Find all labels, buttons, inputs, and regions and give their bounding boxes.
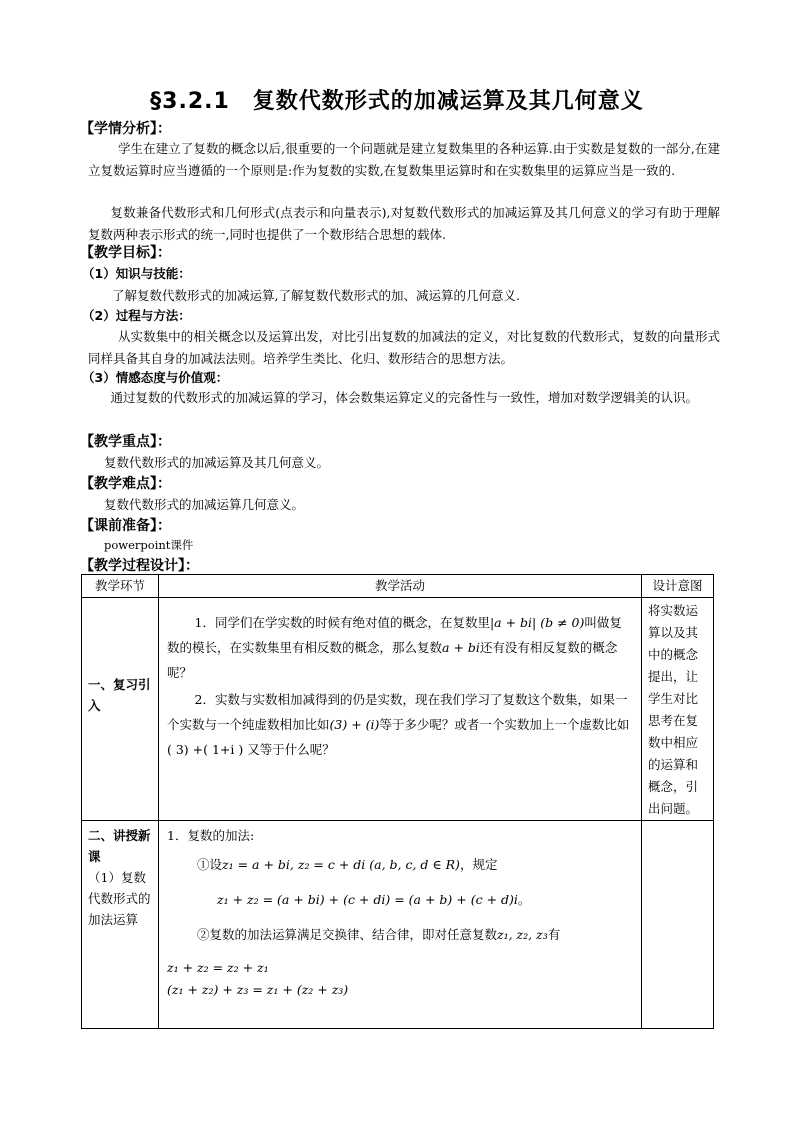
complex-formula: a + bi (442, 640, 480, 655)
column-header-intent: 设计意图 (642, 575, 714, 598)
preparation-text: powerpoint课件 (104, 538, 194, 552)
addition-item-title: 1．复数的加法: (167, 828, 255, 843)
review-intent-text: 将实数运算以及其中的概念提出，让学生对比思考在复数中相应的运算和概念，引出问题。 (648, 603, 699, 816)
preparation-heading: 【课前准备】： (80, 518, 171, 534)
method-text: 从实数集中的相关概念以及运算出发，对比引出复数的加减法的定义，对比复数的代数形式，复数的向量形式同样具备其自身的加减法法则。培养学生类比、化归、数形结合的思想方法。 (88, 329, 720, 366)
laws-suffix: 有 (547, 927, 561, 942)
analysis-paragraph-1: 学生在建立了复数的概念以后,很重要的一个问题就是建立复数集里的各种运算.由于实数是复数的一部分,在建立复数运算时应当遵循的一个原则是:作为复数的实数,在复数集里运算时和在实数集里的运算应当是一致的. (88, 141, 720, 178)
difficulty-heading: 【教学难点】： (80, 476, 171, 492)
laws-variables: z₁, z₂, z₃ (497, 927, 548, 942)
knowledge-text: 了解复数代数形式的加减运算,了解复数代数形式的加、减运算的几何意义. (112, 288, 520, 303)
review-activity-cell (159, 598, 642, 821)
key-point-heading: 【教学重点】： (80, 434, 171, 450)
question-1 (167, 610, 633, 685)
analysis-heading: 【学情分析】： (80, 121, 171, 137)
associative-law (167, 979, 633, 1001)
sum-example-formula: (3) + (i) (329, 717, 380, 732)
addition-formula: z₁ + z₂ = (a + bi) + (c + di) = (a + b) + (c + d)i (217, 892, 518, 907)
table-header-row (82, 575, 714, 598)
definition-prefix: ①设 (197, 857, 223, 872)
objectives-heading: 【教学目标】： (80, 245, 171, 261)
addition-suffix: 。 (517, 892, 531, 907)
question-1-text-a: 1．同学们在学实数的时候有绝对值的概念，在复数里 (194, 615, 490, 630)
question-2-text-a: 2．实数与实数相加减得到的仍是实数，现在我们学习了复数这个数集，如果一个实数与一个纯虚数相加比如 (167, 692, 628, 732)
question-1-text-b: 叫做复数的模长，在实数集里有相反数的概念，那么复数 (167, 615, 622, 655)
teaching-process-table (81, 574, 714, 1029)
method-heading: （2）过程与方法： (82, 308, 191, 323)
emotion-text: 通过复数的代数形式的加减运算的学习，体会数集运算定义的完备性与一致性，增加对数学逻辑美的认识。 (110, 390, 699, 405)
stage-new-lesson-sub: （1）复数代数形式的加法运算 (88, 870, 151, 927)
addition-laws (167, 922, 633, 947)
stage-new-lesson: 二、讲授新课 (88, 828, 151, 864)
modulus-formula: |a + bi| (b ≠ 0) (489, 615, 585, 630)
knowledge-heading: （1）知识与技能： (82, 266, 191, 281)
analysis-paragraph-2: 复数兼备代数形式和几何形式(点表示和向量表示),对复数代数形式的加减运算及其几何意义的学习有助于理解复数两种表示形式的统一,同时也提供了一个数形结合思想的载体. (88, 205, 720, 242)
table-row-new-lesson (82, 821, 714, 1029)
page-title: §3.2.1 复数代数形式的加减运算及其几何意义 (150, 89, 644, 114)
process-heading: 【教学过程设计】： (80, 558, 199, 574)
commutative-law (167, 957, 633, 979)
table-row-review (82, 598, 714, 821)
definition-formula: z₁ = a + bi, z₂ = c + di (a, b, c, d ∈ R) (222, 857, 460, 872)
column-header-activity: 教学活动 (159, 575, 642, 598)
commutative-formula: z₁ + z₂ = z₂ + z₁ (167, 960, 269, 975)
addition-rule (167, 887, 633, 912)
review-intent-cell (642, 598, 714, 821)
addition-definition (167, 852, 633, 877)
emotion-heading: （3）情感态度与价值观： (82, 370, 229, 385)
new-lesson-intent-cell (642, 821, 714, 1029)
question-2-text-b: 等于多少呢？或者一个实数加上一个虚数比如( 3) +( 1+i ) 又等于什么呢？ (167, 717, 630, 757)
question-2 (167, 687, 633, 762)
definition-suffix: ，规定 (459, 857, 498, 872)
new-lesson-activity-cell (159, 821, 642, 1029)
laws-text: ②复数的加法运算满足交换律、结合律，即对任意复数 (197, 927, 498, 942)
stage-review-intro: 一、复习引入 (88, 677, 151, 713)
difficulty-text: 复数代数形式的加减运算几何意义。 (104, 497, 305, 512)
key-point-text: 复数代数形式的加减运算及其几何意义。 (104, 455, 330, 470)
question-1-text-c: 还有没有相反复数的概念呢？ (167, 640, 618, 680)
associative-formula: (z₁ + z₂) + z₃ = z₁ + (z₂ + z₃) (167, 982, 349, 997)
column-header-stage: 教学环节 (82, 575, 159, 598)
